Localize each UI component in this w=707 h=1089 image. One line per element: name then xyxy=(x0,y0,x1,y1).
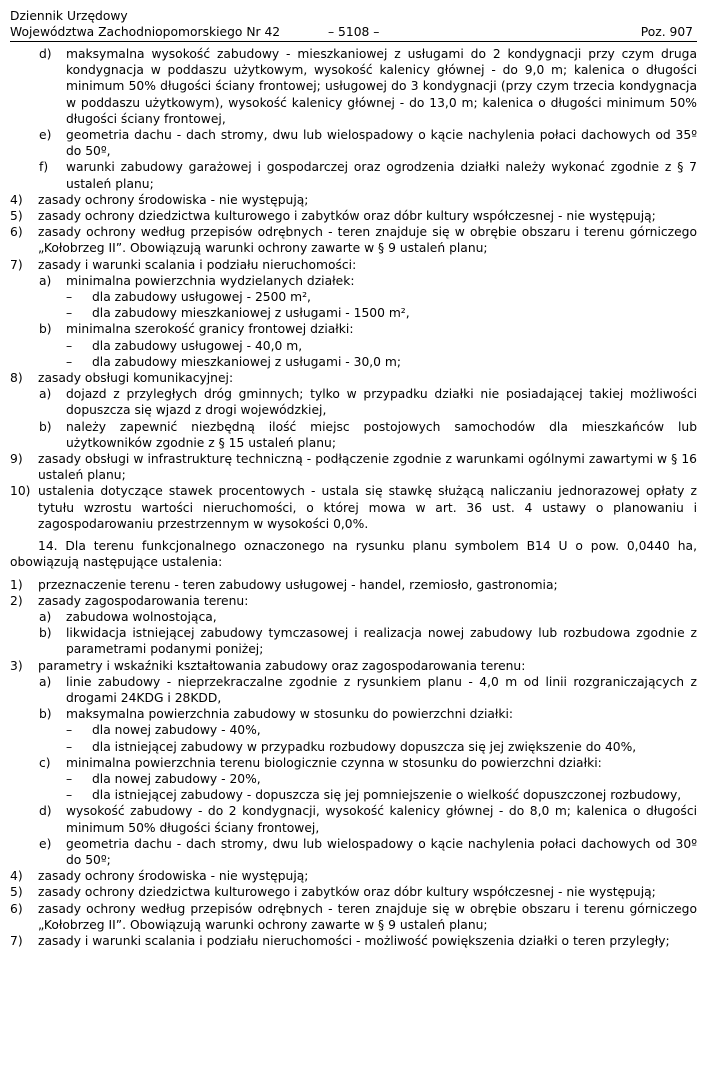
page-header xyxy=(10,8,697,42)
list-item-text: maksymalna wysokość zabudowy - mieszkaniowej z usługami do 2 kondygnacji przy czym druga kondygnacja w poddaszu użytkowym, wysokość kalenicy głównej - do 9,0 m; kalenica o długości minimum 50% długości ściany frontowej; usługowej do 3 kondygnacji (przy czym trzecia kondygnacja w poddaszu użytkowym), wysokość kalenicy głównej - do 13,0 m; kalenica o długości minimum 50% długości ściany frontowej, xyxy=(66,47,697,126)
position-number: Poz. 907 xyxy=(640,25,693,39)
list-item xyxy=(10,755,697,771)
list-marker: 1) xyxy=(10,577,23,592)
list-item xyxy=(10,127,697,159)
journal-title: Dziennik Urzędowy xyxy=(10,9,128,23)
list-item xyxy=(10,208,697,224)
list-item-text: zasady i warunki scalania i podziału nieruchomości: xyxy=(38,257,357,272)
list-item-text: zasady ochrony dziedzictwa kulturowego i zabytków oraz dóbr kultury współczesnej - nie występują; xyxy=(38,209,656,224)
list-item-text: zasady i warunki scalania i podziału nieruchomości - możliwość powiększenia działki o teren przyległy; xyxy=(38,933,670,948)
list-item-text: należy zapewnić niezbędną ilość miejsc postojowych samochodów dla mieszkańców lub użytkowników zgodnie z § 15 ustaleń planu; xyxy=(66,419,697,450)
list-marker: 7) xyxy=(10,257,23,272)
list-item-text: dla zabudowy mieszkaniowej z usługami - 30,0 m; xyxy=(92,354,402,369)
list-item xyxy=(10,787,697,803)
list-item xyxy=(10,192,697,208)
list-item-text: ustalenia dotyczące stawek procentowych - ustala się stawkę służącą naliczaniu jednorazowej opłaty z tytułu wzrostu wartości nieruchomości, o której mowa w art. 36 ust. 4 ustawy o planowaniu i zagospodarowaniu przestrzennym w wysokości 0,0%. xyxy=(38,484,697,531)
header-line xyxy=(10,24,697,40)
list-item-text: zasady obsługi w infrastrukturę techniczną - podłączenie zgodnie z warunkami ogólnymi zawartymi w § 16 ustaleń planu; xyxy=(38,452,697,483)
list-item xyxy=(10,354,697,370)
list-item xyxy=(10,609,697,625)
list-item xyxy=(10,289,697,305)
list-item-text: przeznaczenie terenu - teren zabudowy usługowej - handel, rzemiosło, gastronomia; xyxy=(38,577,558,592)
list-marker: 5) xyxy=(10,209,23,224)
list-item-text: dla nowej zabudowy - 40%, xyxy=(92,723,261,738)
list-item xyxy=(10,803,697,835)
list-item xyxy=(10,451,697,483)
list-marker: 4) xyxy=(10,869,23,884)
list-item xyxy=(10,674,697,706)
list-marker: d) xyxy=(39,804,52,819)
list-item xyxy=(10,419,697,451)
list-marker: a) xyxy=(39,273,52,288)
list-item-text: geometria dachu - dach stromy, dwu lub wielospadowy o kącie nachylenia połaci dachowych od 30º do 50º; xyxy=(66,836,697,867)
list-item-text: parametry i wskaźniki kształtowania zabudowy oraz zagospodarowania terenu: xyxy=(38,658,526,673)
list-item xyxy=(10,884,697,900)
list-item-text: geometria dachu - dach stromy, dwu lub wielospadowy o kącie nachylenia połaci dachowych od 35º do 50º, xyxy=(66,128,697,159)
list-item xyxy=(10,46,697,127)
paragraph: 14. Dla terenu funkcjonalnego oznaczonego na rysunku planu symbolem B14 U o pow. 0,0440 ha, obowiązują następujące ustalenia: xyxy=(10,539,697,570)
list-item-text: zasady ochrony dziedzictwa kulturowego i zabytków oraz dóbr kultury współczesnej - nie występują; xyxy=(38,885,656,900)
list-marker: b) xyxy=(39,707,52,722)
list-item xyxy=(10,483,697,532)
list-marker: b) xyxy=(39,626,52,641)
list-item-text: likwidacja istniejącej zabudowy tymczasowej i realizacja nowej zabudowy lub rozbudowa zgodnie z parametrami podanymi poniżej; xyxy=(66,626,697,657)
list-item xyxy=(10,257,697,273)
list-item-text: maksymalna powierzchnia zabudowy w stosunku do powierzchni działki: xyxy=(66,707,514,722)
list-item-text: zasady ochrony według przepisów odrębnych - teren znajduje się w obrębie obszaru i terenu górniczego „Kołobrzeg II”. Obowiązują warunki ochrony zawarte w § 9 ustaleń planu; xyxy=(38,901,697,932)
page-number: – 5108 – xyxy=(328,25,380,39)
list-item-text: dla zabudowy usługowej - 40,0 m, xyxy=(92,338,303,353)
list-item-text: zasady obsługi komunikacyjnej: xyxy=(38,371,234,386)
list-item-text: zasady ochrony środowiska - nie występują; xyxy=(38,869,309,884)
list-marker: 9) xyxy=(10,452,23,467)
list-item-text: minimalna powierzchnia terenu biologicznie czynna w stosunku do powierzchni działki: xyxy=(66,755,602,770)
list-item-text: minimalna szerokość granicy frontowej działki: xyxy=(66,322,354,337)
list-item xyxy=(10,224,697,256)
list-item xyxy=(10,593,697,609)
list-item-text: minimalna powierzchnia wydzielanych działek: xyxy=(66,273,355,288)
list-marker: 3) xyxy=(10,658,23,673)
list-item-text: dla istniejącej zabudowy - dopuszcza się jej pomniejszenie o wielkość dopuszczonej rozbudowy, xyxy=(92,788,682,803)
list-marker: 6) xyxy=(10,225,23,240)
list-marker: 7) xyxy=(10,933,23,948)
list-marker: – xyxy=(66,739,73,754)
list-marker: – xyxy=(66,338,73,353)
list-marker: f) xyxy=(39,160,49,175)
list-item xyxy=(10,739,697,755)
list-marker: – xyxy=(66,771,73,786)
list-item xyxy=(10,771,697,787)
list-item-text: dojazd z przyległych dróg gminnych; tylko w przypadku działki nie posiadającej takiej możliwości dopuszcza się wjazd z drogi wojewódzkiej, xyxy=(66,387,697,418)
list-marker: e) xyxy=(39,836,52,851)
list-marker: – xyxy=(66,723,73,738)
list-marker: b) xyxy=(39,419,52,434)
list-item-text: dla istniejącej zabudowy w przypadku rozbudowy dopuszcza się jej zwiększenie do 40%, xyxy=(92,739,637,754)
list-item xyxy=(10,625,697,657)
list-marker: c) xyxy=(39,755,51,770)
list-item xyxy=(10,159,697,191)
list-item-text: dla zabudowy mieszkaniowej z usługami - 1500 m², xyxy=(92,306,410,321)
list-item-text: zabudowa wolnostojąca, xyxy=(66,609,217,624)
list-item-text: warunki zabudowy garażowej i gospodarczej oraz ogrodzenia działki należy wykonać zgodnie z § 7 ustaleń planu; xyxy=(66,160,697,191)
list-marker: – xyxy=(66,290,73,305)
list-item xyxy=(10,338,697,354)
list-marker: – xyxy=(66,306,73,321)
list-marker: d) xyxy=(39,47,52,61)
list-marker: e) xyxy=(39,128,52,143)
list-item-text: dla nowej zabudowy - 20%, xyxy=(92,771,261,786)
list-item-text: zasady ochrony według przepisów odrębnych - teren znajduje się w obrębie obszaru i terenu górniczego „Kołobrzeg II”. Obowiązują warunki ochrony zawarte w § 9 ustaleń planu; xyxy=(38,225,697,256)
list-marker: 10) xyxy=(10,484,31,499)
list-item-text: zasady ochrony środowiska - nie występują; xyxy=(38,192,309,207)
list-item xyxy=(10,706,697,722)
list-item xyxy=(10,386,697,418)
list-marker: a) xyxy=(39,609,52,624)
list-marker: 6) xyxy=(10,901,23,916)
list-marker: 4) xyxy=(10,192,23,207)
list-marker: b) xyxy=(39,322,52,337)
list-item xyxy=(10,305,697,321)
list-item-text: wysokość zabudowy - do 2 kondygnacji, wysokość kalenicy głównej - do 8,0 m; kalenica o długości minimum 50% długości ściany frontowej, xyxy=(66,804,697,835)
list-item xyxy=(10,901,697,933)
document-body xyxy=(10,46,697,949)
list-item xyxy=(10,933,697,949)
list-item xyxy=(10,370,697,386)
list-item xyxy=(10,836,697,868)
list-item xyxy=(10,577,697,593)
list-marker: 2) xyxy=(10,593,23,608)
list-marker: a) xyxy=(39,387,52,402)
list-item xyxy=(10,321,697,337)
list-item xyxy=(10,722,697,738)
journal-issue: Województwa Zachodniopomorskiego Nr 42 xyxy=(10,25,281,39)
list-item xyxy=(10,658,697,674)
list-item xyxy=(10,868,697,884)
list-marker: – xyxy=(66,354,73,369)
list-marker: – xyxy=(66,788,73,803)
list-marker: 5) xyxy=(10,885,23,900)
list-marker: a) xyxy=(39,674,52,689)
list-item xyxy=(10,273,697,289)
list-marker: 8) xyxy=(10,371,23,386)
list-item-text: dla zabudowy usługowej - 2500 m², xyxy=(92,290,311,305)
list-item-text: zasady zagospodarowania terenu: xyxy=(38,593,249,608)
list-item-text: linie zabudowy - nieprzekraczalne zgodnie z rysunkiem planu - 4,0 m od linii rozgraniczających z drogami 24KDG i 28KDD, xyxy=(66,674,697,705)
